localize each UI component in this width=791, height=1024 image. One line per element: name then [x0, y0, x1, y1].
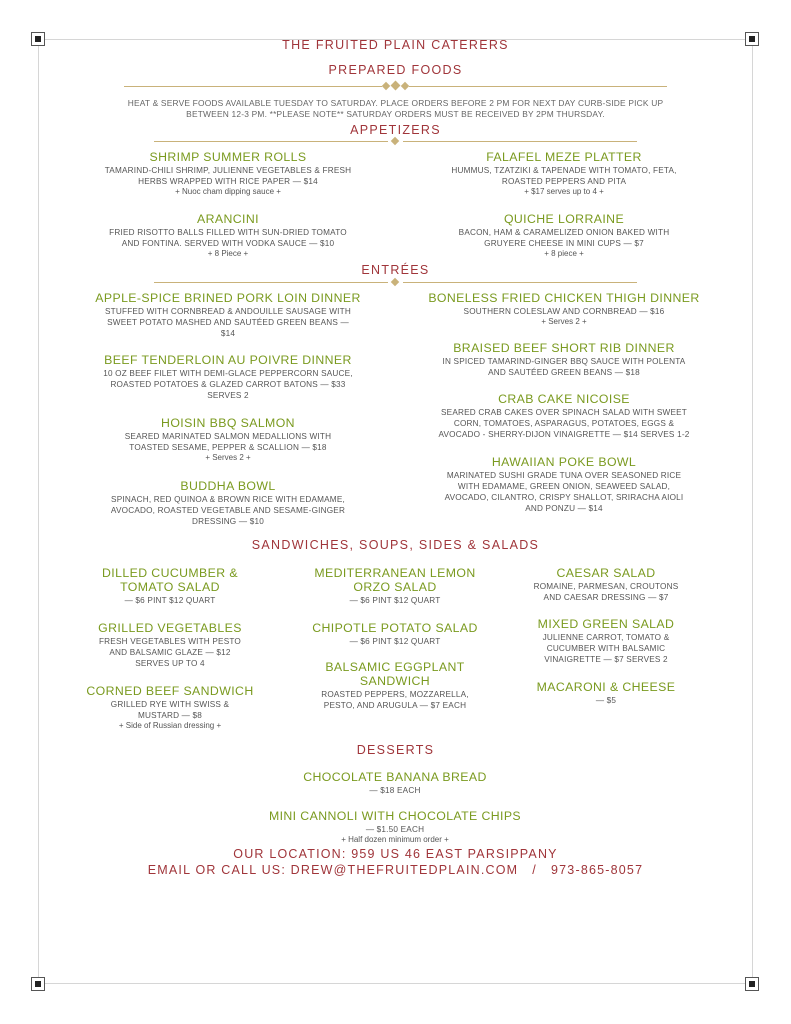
- item-note: + Side of Russian dressing +: [118, 721, 222, 730]
- menu-item-buddha-bowl: [58, 479, 398, 527]
- item-description: — $6 PINT $12 QUART: [124, 596, 216, 605]
- item-description: SWEET POTATO MASHED AND SAUTÉED GREEN BEANS —: [107, 318, 349, 327]
- item-description: DRESSING — $10: [192, 517, 264, 526]
- item-description: STUFFED WITH CORNBREAD & ANDOUILLE SAUSAGE WITH: [105, 307, 351, 316]
- item-name: GRILLED VEGETABLES: [98, 621, 242, 635]
- item-description: JULIENNE CARROT, TOMATO &: [542, 633, 670, 642]
- item-name: QUICHE LORRAINE: [503, 212, 625, 226]
- item-note: + Half dozen minimum order +: [341, 835, 449, 844]
- item-description: SERVES UP TO 4: [135, 659, 205, 668]
- item-note: + 8 piece +: [544, 249, 584, 258]
- frame-bottom-line: [41, 983, 750, 984]
- menu-item-chipotle-potato-salad: [285, 621, 505, 647]
- item-description: IN SPICED TAMARIND-GINGER BBQ SAUCE WITH POLENTA: [442, 357, 686, 366]
- menu-item-corned-beef-sandwich: [60, 684, 280, 731]
- title-divider-right: [409, 86, 667, 87]
- item-note: + $17 serves up to 4 +: [524, 187, 604, 196]
- item-description: ROASTED PEPPERS, MOZZARELLA,: [321, 690, 469, 699]
- item-description: FRIED RISOTTO BALLS FILLED WITH SUN-DRIED TOMATO: [109, 228, 347, 237]
- item-description: ROASTED PEPPERS AND PITA: [501, 177, 627, 186]
- menu-item-grilled-vegetables: [60, 621, 280, 669]
- item-note: + 8 Piece +: [207, 249, 249, 258]
- menu-item-quiche-lorraine: [394, 212, 734, 259]
- item-name: DILLED CUCUMBER &: [102, 566, 238, 580]
- item-description: HERBS WRAPPED WITH RICE PAPER — $14: [138, 177, 318, 186]
- item-name: ARANCINI: [197, 212, 259, 226]
- section-title-entrees: ENTRÉES: [361, 263, 430, 277]
- menu-item-caesar-salad: [496, 566, 716, 603]
- menu-item-falafel-meze-platter: [394, 150, 734, 197]
- item-name: TOMATO SALAD: [120, 580, 220, 594]
- item-name: MACARONI & CHEESE: [536, 680, 676, 694]
- menu-item-braised-short-rib-dinner: [394, 341, 734, 378]
- intro-text-line-2: BETWEEN 12-3 PM. **PLEASE NOTE** SATURDAY ORDERS MUST BE RECEIVED BY 2PM THURSDAY.: [186, 109, 605, 119]
- item-description: AND FONTINA. SERVED WITH VODKA SAUCE — $10: [121, 239, 335, 248]
- item-description: AVOCADO, ROASTED VEGETABLE AND SESAME-GINGER: [110, 506, 346, 515]
- footer-contact[interactable]: EMAIL OR CALL US: DREW@THEFRUITEDPLAIN.COM / 973-865-8057: [147, 863, 644, 877]
- item-description: AND SAUTÉED GREEN BEANS — $18: [488, 368, 640, 377]
- menu-item-mixed-green-salad: [496, 617, 716, 665]
- section-divider-left: [154, 141, 388, 142]
- item-name: MEDITERRANEAN LEMON: [314, 566, 476, 580]
- section-divider-right: [403, 141, 637, 142]
- item-description: TOASTED SESAME, PEPPER & SCALLION — $18: [129, 443, 327, 452]
- menu-item-hoisin-bbq-salmon: [58, 416, 398, 463]
- item-name: BEEF TENDERLOIN AU POIVRE DINNER: [104, 353, 352, 367]
- item-name: MINI CANNOLI WITH CHOCOLATE CHIPS: [268, 809, 522, 823]
- item-description: 10 OZ BEEF FILET WITH DEMI-GLACE PEPPERCORN SAUCE,: [103, 369, 353, 378]
- item-description: FRESH VEGETABLES WITH PESTO: [98, 637, 242, 646]
- item-description: CORN, TOMATOES, ASPARAGUS, POTATOES, EGGS &: [453, 419, 675, 428]
- item-description: SPINACH, RED QUINOA & BROWN RICE WITH EDAMAME,: [111, 495, 345, 504]
- item-description: AND PONZU — $14: [525, 504, 603, 513]
- item-description: VINAIGRETTE — $7 SERVES 2: [544, 655, 668, 664]
- item-name: APPLE-SPICE BRINED PORK LOIN DINNER: [95, 291, 361, 305]
- item-note: + Serves 2 +: [205, 453, 251, 462]
- title-divider-left: [124, 86, 382, 87]
- item-description: GRILLED RYE WITH SWISS &: [110, 700, 230, 709]
- menu-item-pork-loin-dinner: [58, 291, 398, 339]
- item-name: CAESAR SALAD: [556, 566, 656, 580]
- item-description: — $6 PINT $12 QUART: [349, 596, 441, 605]
- item-note: + Serves 2 +: [541, 317, 587, 326]
- item-description: ROASTED POTATOES & GLAZED CARROT BATONS — $33: [110, 380, 346, 389]
- item-name: BRAISED BEEF SHORT RIB DINNER: [453, 341, 675, 355]
- menu-item-dilled-cucumber-salad: [60, 566, 280, 606]
- frame-right-line: [752, 46, 753, 977]
- divider-diamond-icon: [401, 82, 409, 90]
- item-description: TAMARIND-CHILI SHRIMP, JULIENNE VEGETABLES & FRESH: [104, 166, 352, 175]
- item-name: CHIPOTLE POTATO SALAD: [312, 621, 478, 635]
- menu-item-shrimp-summer-rolls: [58, 150, 398, 197]
- item-description: CUCUMBER WITH BALSAMIC: [546, 644, 666, 653]
- item-name: FALAFEL MEZE PLATTER: [486, 150, 642, 164]
- item-description: — $1.50 EACH: [365, 825, 425, 834]
- item-description: AND CAESAR DRESSING — $7: [543, 593, 669, 602]
- menu-item-arancini: [58, 212, 398, 259]
- page-title: PREPARED FOODS: [328, 63, 463, 77]
- item-name: MIXED GREEN SALAD: [537, 617, 675, 631]
- item-note: + Nuoc cham dipping sauce +: [175, 187, 281, 196]
- item-name: ORZO SALAD: [353, 580, 437, 594]
- section-title-appetizers: APPETIZERS: [350, 123, 441, 137]
- item-description: PESTO, AND ARUGULA — $7 EACH: [323, 701, 467, 710]
- section-title-desserts: DESSERTS: [356, 743, 435, 757]
- menu-item-balsamic-eggplant-sandwich: [285, 660, 505, 711]
- item-description: GRUYERE CHEESE IN MINI CUPS — $7: [484, 239, 644, 248]
- item-description: — $6 PINT $12 QUART: [349, 637, 441, 646]
- item-name: BUDDHA BOWL: [180, 479, 276, 493]
- item-description: HUMMUS, TZATZIKI & TAPENADE WITH TOMATO, FETA,: [451, 166, 677, 175]
- item-description: ROMAINE, PARMESAN, CROUTONS: [533, 582, 679, 591]
- item-name: HAWAIIAN POKE BOWL: [491, 455, 637, 469]
- item-name: BALSAMIC EGGPLANT: [325, 660, 465, 674]
- item-description: AVOCADO, CILANTRO, CRISPY SHALLOT, SRIRACHA AIOLI: [444, 493, 684, 502]
- item-description: AND BALSAMIC GLAZE — $12: [109, 648, 231, 657]
- item-description: SERVES 2: [207, 391, 249, 400]
- item-description: WITH EDAMAME, GREEN ONION, SEAWEED SALAD,: [457, 482, 671, 491]
- frame-left-line: [38, 46, 39, 977]
- item-name: SHRIMP SUMMER ROLLS: [149, 150, 307, 164]
- menu-item-macaroni-cheese: [496, 680, 716, 706]
- section-title-sandwiches: SANDWICHES, SOUPS, SIDES & SALADS: [251, 538, 540, 552]
- section-divider-left: [154, 282, 388, 283]
- divider-diamond-icon: [391, 137, 399, 145]
- item-description: AVOCADO - SHERRY-DIJON VINAIGRETTE — $14 SERVES 1-2: [438, 430, 690, 439]
- menu-item-mini-cannoli: [195, 809, 595, 845]
- menu-item-fried-chicken-thigh-dinner: [394, 291, 734, 327]
- menu-item-beef-tenderloin-dinner: [58, 353, 398, 401]
- item-description: $14: [220, 329, 236, 338]
- item-name: CORNED BEEF SANDWICH: [86, 684, 254, 698]
- divider-diamond-icon: [382, 82, 390, 90]
- menu-item-hawaiian-poke-bowl: [394, 455, 734, 514]
- item-description: BACON, HAM & CARAMELIZED ONION BAKED WITH: [458, 228, 670, 237]
- intro-text-line-1: HEAT & SERVE FOODS AVAILABLE TUESDAY TO SATURDAY. PLACE ORDERS BEFORE 2 PM FOR NEXT DAY CURB-SIDE PICK UP: [127, 98, 664, 108]
- corner-ornament-bottom-right: [745, 977, 759, 991]
- item-description: SEARED CRAB CAKES OVER SPINACH SALAD WITH SWEET: [441, 408, 687, 417]
- menu-item-mediterranean-orzo-salad: [285, 566, 505, 606]
- item-name: BONELESS FRIED CHICKEN THIGH DINNER: [428, 291, 700, 305]
- divider-diamond-icon: [391, 278, 399, 286]
- item-description: MARINATED SUSHI GRADE TUNA OVER SEASONED RICE: [446, 471, 682, 480]
- menu-item-chocolate-banana-bread: [195, 770, 595, 796]
- menu-item-crab-cake-nicoise: [394, 392, 734, 440]
- item-description: — $18 EACH: [369, 786, 421, 795]
- section-divider-right: [403, 282, 637, 283]
- item-description: SEARED MARINATED SALMON MEDALLIONS WITH: [124, 432, 332, 441]
- item-name: CHOCOLATE BANANA BREAD: [303, 770, 487, 784]
- corner-ornament-bottom-left: [31, 977, 45, 991]
- item-description: SOUTHERN COLESLAW AND CORNBREAD — $16: [463, 307, 665, 316]
- item-description: MUSTARD — $8: [137, 711, 203, 720]
- company-name: THE FRUITED PLAIN CATERERS: [282, 38, 509, 52]
- footer-location: OUR LOCATION: 959 US 46 EAST PARSIPPANY: [233, 847, 558, 861]
- item-name: HOISIN BBQ SALMON: [161, 416, 295, 430]
- item-name: CRAB CAKE NICOISE: [498, 392, 630, 406]
- item-name: SANDWICH: [359, 674, 431, 688]
- item-description: — $5: [595, 696, 617, 705]
- divider-diamond-icon: [391, 81, 401, 91]
